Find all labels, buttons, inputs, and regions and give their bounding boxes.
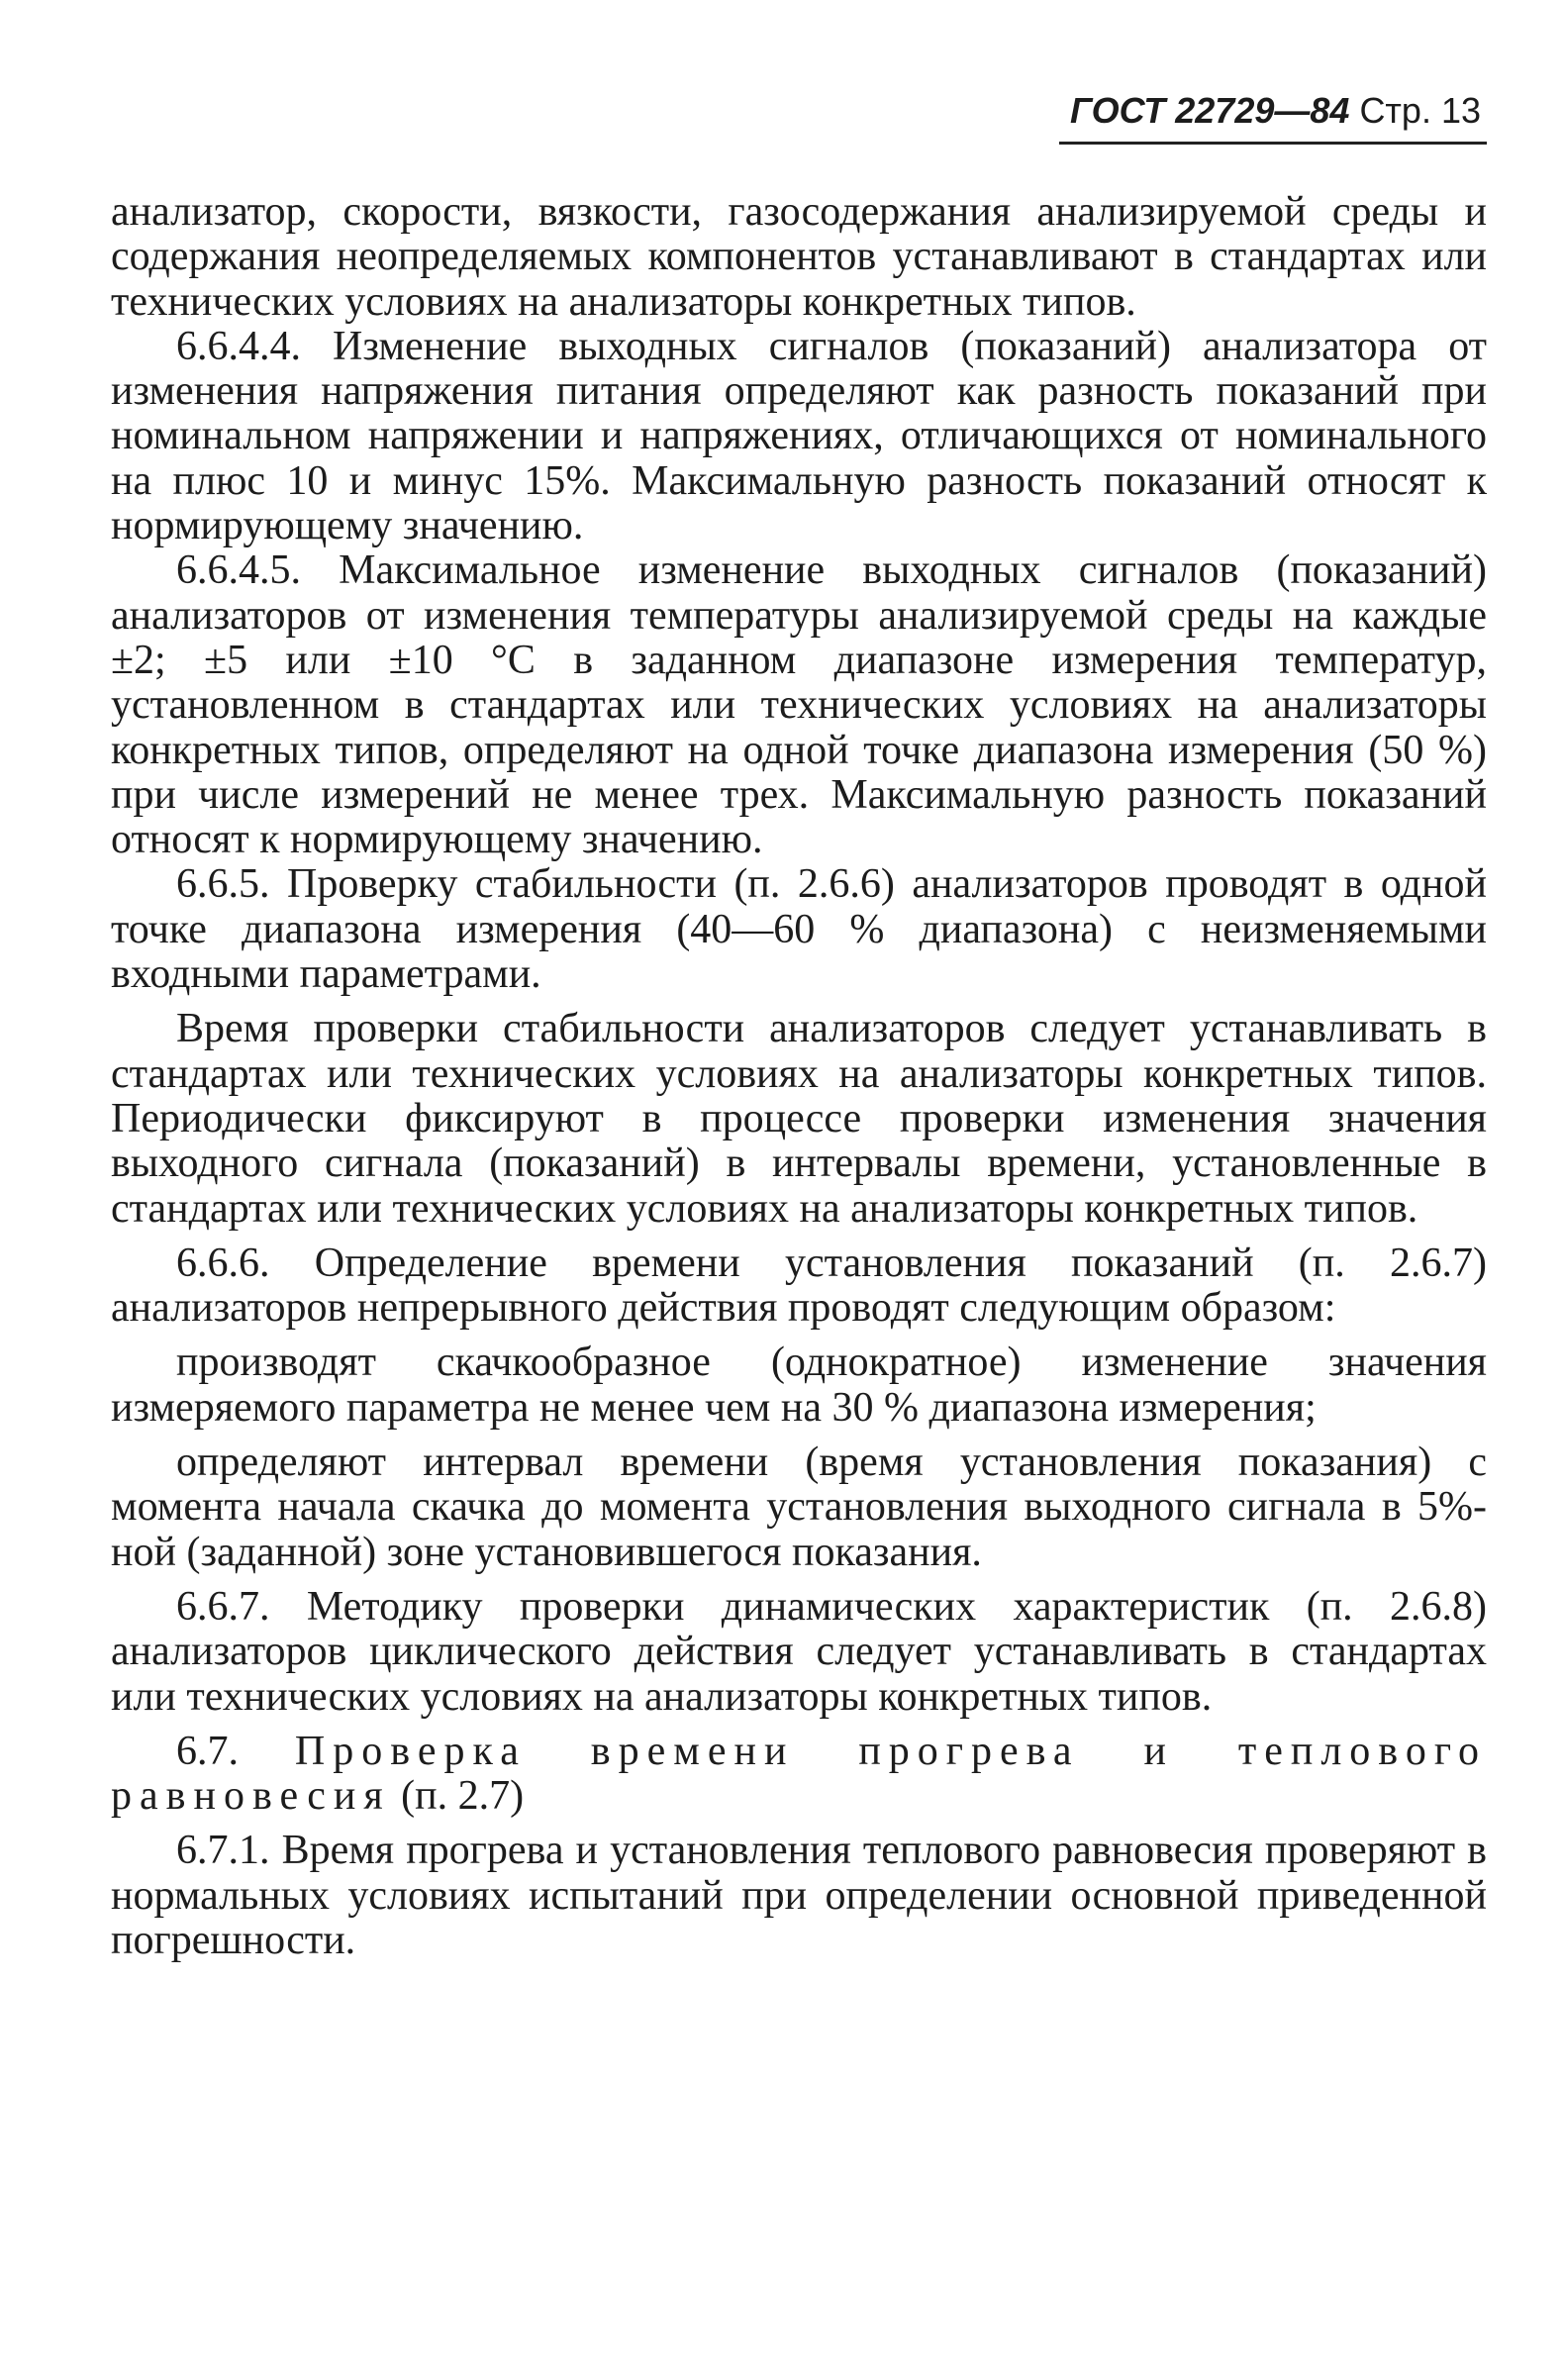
page-number: Стр. 13: [1359, 90, 1481, 131]
paragraph-time-interval: определяют интервал времени (время установления показания) с момента начала скачка до момента установления выходного сигнала в 5%-ной (заданной) зоне установившегося показания.: [111, 1439, 1487, 1575]
document-number: ГОСТ 22729—84: [1070, 90, 1350, 131]
paragraph-stability-time: Время проверки стабильности анализаторов следует устанавливать в стандартах или технических условиях на анализаторы конкретных типов. Периодически фиксируют в процессе проверки изменения значения выходного сигнала (показаний) в интервалы времени, установленные в стандартах или технических условиях на анализаторы конкретных типов.: [111, 1006, 1487, 1232]
paragraph-6-6-4-4: 6.6.4.4. Изменение выходных сигналов (показаний) анализатора от изменения напряжения питания определяют как разность показаний при номинальном напряжении и напряжениях, отличающихся от номинального на плюс 10 и минус 15%. Максимальную разность показаний относят к нормирующему значению.: [111, 323, 1487, 549]
paragraph-6-6-7: 6.6.7. Методику проверки динамических характеристик (п. 2.6.8) анализаторов циклического действия следует устанавливать в стандартах или технических условиях на анализаторы конкретных типов.: [111, 1583, 1487, 1720]
page-header: [1059, 85, 1487, 145]
paragraph-6-6-5: 6.6.5. Проверку стабильности (п. 2.6.6) анализаторов проводят в одной точке диапазона измерения (40—60 % диапазона) с неизменяемыми входными параметрами.: [111, 861, 1487, 998]
paragraph-step-change: производят скачкообразное (однократное) изменение значения измеряемого параметра не менее чем на 30 % диапазона измерения;: [111, 1339, 1487, 1431]
section-heading-6-7: [111, 1730, 1487, 1820]
section-reference: (п. 2.7): [401, 1773, 525, 1820]
paragraph-continuation: анализатор, скорости, вязкости, газосодержания анализируемой среды и содержания неопределяемых компонентов устанавливают в стандартах или технических условиях на анализаторы конкретных типов.: [111, 189, 1487, 325]
paragraph-6-7-1: 6.7.1. Время прогрева и установления теплового равновесия проверяют в нормальных условиях испытаний при определении основной приведенной погрешности.: [111, 1828, 1487, 1963]
section-number: 6.7.: [176, 1728, 239, 1774]
document-body: [111, 190, 1487, 1963]
paragraph-6-6-6: 6.6.6. Определение времени установления показаний (п. 2.6.7) анализаторов непрерывного действия проводят следующим образом:: [111, 1240, 1487, 1332]
section-title: Проверка времени прогрева и теплового равновесия: [111, 1728, 1488, 1820]
paragraph-6-6-4-5: 6.6.4.5. Максимальное изменение выходных сигналов (показаний) анализаторов от изменения температуры анализируемой среды на каждые ±2; ±5 или ±10 °С в заданном диапазоне измерения температур, установленном в стандартах или технических условиях на анализаторы конкретных типов, определяют на одной точке диапазона измерения (50 %) при числе измерений не менее трех. Максимальную разность показаний относят к нормирующему значению.: [111, 547, 1487, 863]
